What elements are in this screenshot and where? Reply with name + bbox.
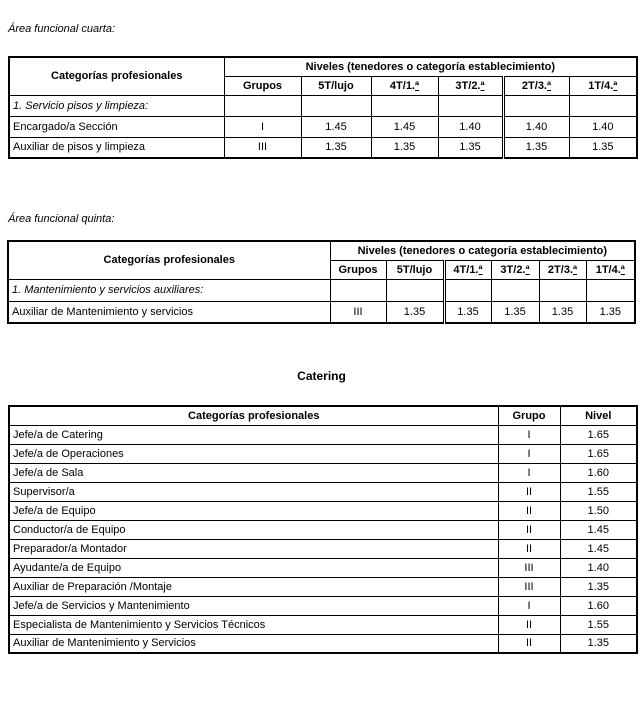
value-cell: 1.65 (560, 444, 637, 463)
tabla-catering (8, 405, 638, 654)
header-1t-4 (569, 76, 637, 95)
table-row (9, 558, 637, 577)
group-cell: I (498, 596, 560, 615)
catering-title: Catering (297, 369, 346, 383)
value-cell (586, 279, 635, 301)
header-categorias-profesionales: Categorías profesionales (9, 57, 224, 95)
group-cell (330, 279, 386, 301)
category-cell: Preparador/a Montador (9, 539, 498, 558)
value-cell: 1.55 (560, 482, 637, 501)
ordinal-indicator: ª (480, 79, 485, 92)
area-funcional-cuarta-label: Área funcional cuarta: (8, 23, 116, 35)
group-cell: III (498, 558, 560, 577)
value-cell: 1.35 (438, 137, 503, 158)
value-cell: 1.35 (560, 577, 637, 596)
category-cell: Auxiliar de Mantenimiento y Servicios (9, 634, 498, 653)
table-row (9, 615, 637, 634)
header-3t-2 (491, 260, 539, 279)
category-cell: Supervisor/a (9, 482, 498, 501)
header-niveles: Niveles (tenedores o categoría establecimiento) (330, 241, 635, 260)
group-cell: I (224, 116, 301, 137)
value-cell (301, 95, 371, 116)
table-row (9, 116, 637, 137)
header-3t-2 (438, 76, 503, 95)
tabla-area-cuarta (8, 56, 638, 159)
value-cell (438, 95, 503, 116)
category-cell: Auxiliar de pisos y limpieza (9, 137, 224, 158)
header-3t-2-label: 3T/2. (455, 79, 481, 92)
header-4t-1 (371, 76, 438, 95)
ordinal-indicator: ª (547, 79, 552, 92)
ordinal-indicator: ª (478, 263, 483, 276)
category-cell: 1. Mantenimiento y servicios auxiliares: (8, 279, 330, 301)
value-cell: 1.35 (301, 137, 371, 158)
group-cell: II (498, 615, 560, 634)
value-cell (444, 279, 491, 301)
value-cell: 1.55 (560, 615, 637, 634)
header-grupos-label: Grupos (242, 79, 283, 92)
category-cell: Jefe/a de Equipo (9, 501, 498, 520)
value-cell: 1.35 (386, 301, 444, 323)
header-grupos (224, 76, 301, 95)
table-row (9, 501, 637, 520)
group-cell: III (330, 301, 386, 323)
value-cell: 1.35 (491, 301, 539, 323)
value-cell (569, 95, 637, 116)
value-cell: 1.35 (569, 137, 637, 158)
header-categorias-profesionales: Categorías profesionales (8, 241, 330, 279)
header-5t-lujo (301, 76, 371, 95)
header-5t-lujo (386, 260, 444, 279)
value-cell: 1.40 (560, 558, 637, 577)
header-categorias-profesionales: Categorías profesionales (9, 406, 498, 425)
table-row (9, 463, 637, 482)
header-1t-4 (586, 260, 635, 279)
value-cell: 1.45 (371, 116, 438, 137)
value-cell (491, 279, 539, 301)
value-cell: 1.35 (539, 301, 586, 323)
category-cell: Auxiliar de Mantenimiento y servicios (8, 301, 330, 323)
category-cell: Encargado/a Sección (9, 116, 224, 137)
header-3t-2-label: 3T/2. (500, 263, 526, 276)
header-4t-1-label: 4T/1. (453, 263, 479, 276)
category-cell: 1. Servicio pisos y limpieza: (9, 95, 224, 116)
category-cell: Jefe/a de Operaciones (9, 444, 498, 463)
value-cell: 1.50 (560, 501, 637, 520)
value-cell: 1.35 (560, 634, 637, 653)
ordinal-indicator: ª (415, 79, 420, 92)
group-cell: III (498, 577, 560, 596)
ordinal-indicator: ª (573, 263, 578, 276)
group-cell: II (498, 539, 560, 558)
header-5t-lujo-label: 5T/lujo (318, 79, 354, 92)
value-cell: 1.35 (586, 301, 635, 323)
category-cell: Especialista de Mantenimiento y Servicios Técnicos (9, 615, 498, 634)
table-row (8, 279, 635, 301)
ordinal-indicator: ª (620, 263, 625, 276)
category-cell: Ayudante/a de Equipo (9, 558, 498, 577)
value-cell: 1.40 (569, 116, 637, 137)
header-grupos-label: Grupos (338, 263, 378, 276)
group-cell: II (498, 501, 560, 520)
header-grupos (330, 260, 386, 279)
header-2t-3 (539, 260, 586, 279)
value-cell (371, 95, 438, 116)
table-row (9, 444, 637, 463)
group-cell (224, 95, 301, 116)
header-2t-3-label: 2T/3. (547, 263, 573, 276)
group-cell: II (498, 634, 560, 653)
header-4t-1-label: 4T/1. (389, 79, 415, 92)
value-cell: 1.60 (560, 596, 637, 615)
value-cell (503, 95, 569, 116)
value-cell: 1.35 (444, 301, 491, 323)
table-header-row (9, 406, 637, 425)
value-cell (386, 279, 444, 301)
header-grupo: Grupo (498, 406, 560, 425)
table-row (9, 520, 637, 539)
table-row (9, 425, 637, 444)
table-row (9, 634, 637, 653)
header-4t-1 (444, 260, 491, 279)
ordinal-indicator: ª (613, 79, 618, 92)
table-row (9, 137, 637, 158)
table-header-row (9, 57, 637, 76)
header-1t-4-label: 1T/4. (588, 79, 614, 92)
category-cell: Jefe/a de Sala (9, 463, 498, 482)
value-cell: 1.60 (560, 463, 637, 482)
category-cell: Conductor/a de Equipo (9, 520, 498, 539)
value-cell: 1.40 (438, 116, 503, 137)
header-2t-3 (503, 76, 569, 95)
header-niveles: Niveles (tenedores o categoría establecimiento) (224, 57, 637, 76)
tabla-area-quinta (7, 240, 636, 324)
table-row (9, 95, 637, 116)
table-row (9, 482, 637, 501)
category-cell: Jefe/a de Catering (9, 425, 498, 444)
header-1t-4-label: 1T/4. (595, 263, 621, 276)
value-cell: 1.45 (560, 520, 637, 539)
value-cell: 1.35 (371, 137, 438, 158)
group-cell: I (498, 463, 560, 482)
header-nivel: Nivel (560, 406, 637, 425)
group-cell: I (498, 425, 560, 444)
group-cell: II (498, 482, 560, 501)
category-cell: Auxiliar de Preparación /Montaje (9, 577, 498, 596)
group-cell: I (498, 444, 560, 463)
table-row (9, 577, 637, 596)
table-row (8, 301, 635, 323)
table-header-row (8, 241, 635, 260)
value-cell: 1.35 (503, 137, 569, 158)
header-5t-lujo-label: 5T/lujo (396, 263, 433, 276)
ordinal-indicator: ª (525, 263, 530, 276)
group-cell: III (224, 137, 301, 158)
table-row (9, 539, 637, 558)
header-2t-3-label: 2T/3. (521, 79, 547, 92)
category-cell: Jefe/a de Servicios y Mantenimiento (9, 596, 498, 615)
group-cell: II (498, 520, 560, 539)
value-cell (539, 279, 586, 301)
value-cell: 1.45 (301, 116, 371, 137)
area-funcional-quinta-label: Área funcional quinta: (8, 213, 115, 225)
value-cell: 1.40 (503, 116, 569, 137)
table-row (9, 596, 637, 615)
value-cell: 1.45 (560, 539, 637, 558)
value-cell: 1.65 (560, 425, 637, 444)
